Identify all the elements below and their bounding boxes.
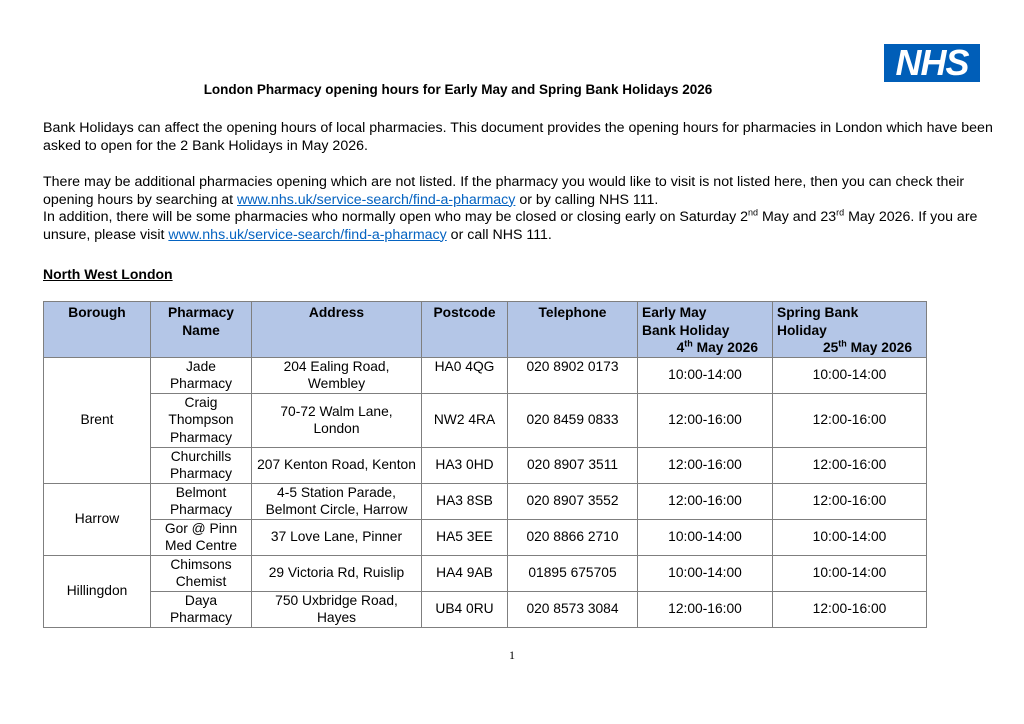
header-date-day: 25 — [822, 340, 839, 355]
table-row — [44, 447, 927, 483]
telephone-cell: 020 8459 0833 — [508, 393, 638, 447]
postcode-cell: HA4 9AB — [422, 555, 508, 591]
header-text: Spring Bank — [777, 305, 859, 320]
pharmacy-name-cell: Daya Pharmacy — [151, 591, 252, 627]
borough-cell: Brent — [44, 357, 151, 483]
pharmacy-name-cell: Churchills Pharmacy — [151, 447, 252, 483]
header-text: Holiday — [777, 322, 827, 338]
early-may-hours-cell: 12:00-16:00 — [638, 447, 773, 483]
info-text: May 2026. If you are unsure, please visit — [43, 209, 978, 243]
header-date-rest: May 2026 — [692, 340, 758, 355]
early-may-hours-cell: 12:00-16:00 — [638, 483, 773, 519]
spring-hours-cell: 10:00-14:00 — [773, 357, 927, 393]
header-address: Address — [252, 302, 422, 358]
early-may-hours-cell: 10:00-14:00 — [638, 519, 773, 555]
postcode-cell: UB4 0RU — [422, 591, 508, 627]
postcode-cell: HA5 3EE — [422, 519, 508, 555]
telephone-cell: 020 8573 3084 — [508, 591, 638, 627]
header-text: Bank Holiday — [642, 322, 730, 338]
early-may-hours-cell: 10:00-14:00 — [638, 555, 773, 591]
spring-hours-cell: 12:00-16:00 — [773, 483, 927, 519]
table-header-row — [44, 302, 927, 358]
table-row — [44, 591, 927, 627]
intro-paragraph: Bank Holidays can affect the opening hours of local pharmacies. This document provides the opening hours for pharmacies in London which have been asked to open for the 2 Bank Holidays in May 2026. — [43, 120, 993, 154]
document-title: London Pharmacy opening hours for Early May and Spring Bank Holidays 2026 — [203, 82, 713, 97]
header-date-rest: May 2026 — [846, 340, 912, 355]
pharmacy-name-cell: Gor @ Pinn Med Centre — [151, 519, 252, 555]
borough-cell: Harrow — [44, 483, 151, 555]
spring-hours-cell: 10:00-14:00 — [773, 519, 927, 555]
info-text: or by calling NHS 111. — [515, 191, 659, 208]
header-telephone: Telephone — [508, 302, 638, 358]
address-cell: 70-72 Walm Lane, London — [252, 393, 422, 447]
early-may-hours-cell: 10:00-14:00 — [638, 357, 773, 393]
info-text: or call NHS 111. — [446, 226, 552, 243]
address-cell: 37 Love Lane, Pinner — [252, 519, 422, 555]
address-cell: 750 Uxbridge Road, Hayes — [252, 591, 422, 627]
header-borough: Borough — [44, 302, 151, 358]
spring-hours-cell: 10:00-14:00 — [773, 555, 927, 591]
address-cell: 4-5 Station Parade, Belmont Circle, Harrow — [252, 483, 422, 519]
postcode-cell: HA3 8SB — [422, 483, 508, 519]
ordinal-suffix: nd — [748, 207, 759, 218]
table-row — [44, 555, 927, 591]
address-cell: 204 Ealing Road, Wembley — [252, 357, 422, 393]
header-pharmacy-name: Pharmacy Name — [151, 302, 252, 358]
pharmacy-name-cell: Chimsons Chemist — [151, 555, 252, 591]
pharmacy-table — [43, 301, 927, 628]
address-cell: 29 Victoria Rd, Ruislip — [252, 555, 422, 591]
table-row — [44, 483, 927, 519]
postcode-cell: HA0 4QG — [422, 357, 508, 393]
pharmacy-name-cell: Jade Pharmacy — [151, 357, 252, 393]
telephone-cell: 020 8907 3552 — [508, 483, 638, 519]
table-row — [44, 519, 927, 555]
spring-hours-cell: 12:00-16:00 — [773, 393, 927, 447]
nhs-logo: NHS — [884, 44, 980, 82]
section-heading: North West London — [43, 266, 173, 282]
ordinal-suffix: th — [684, 338, 693, 349]
header-postcode: Postcode — [422, 302, 508, 358]
info-text: There may be additional pharmacies opening which are not listed. If the pharmacy you would like to visit is not listed here, then you can check their opening hours by searching at — [43, 174, 965, 208]
table-row — [44, 393, 927, 447]
header-text: Early May — [642, 305, 707, 320]
table-row — [44, 357, 927, 393]
header-spring-bank — [773, 302, 927, 358]
header-date-day: 4 — [676, 340, 685, 355]
address-cell: 207 Kenton Road, Kenton — [252, 447, 422, 483]
find-pharmacy-link-2[interactable]: www.nhs.uk/service-search/find-a-pharmacy — [168, 226, 447, 243]
page-number: 1 — [509, 648, 515, 662]
telephone-cell: 020 8866 2710 — [508, 519, 638, 555]
ordinal-suffix: th — [838, 338, 847, 349]
info-text: May and 23 — [758, 209, 837, 225]
pharmacy-name-cell: Craig Thompson Pharmacy — [151, 393, 252, 447]
header-date — [777, 339, 922, 357]
early-may-hours-cell: 12:00-16:00 — [638, 591, 773, 627]
header-date — [642, 339, 768, 357]
spring-hours-cell: 12:00-16:00 — [773, 591, 927, 627]
header-early-may — [638, 302, 773, 358]
info-text: In addition, there will be some pharmacies who normally open who may be closed or closing early on Saturday 2 — [43, 209, 749, 225]
borough-cell: Hillingdon — [44, 555, 151, 627]
telephone-cell: 020 8907 3511 — [508, 447, 638, 483]
postcode-cell: NW2 4RA — [422, 393, 508, 447]
ordinal-suffix: rd — [836, 207, 845, 218]
early-may-hours-cell: 12:00-16:00 — [638, 393, 773, 447]
pharmacy-name-cell: Belmont Pharmacy — [151, 483, 252, 519]
find-pharmacy-link[interactable]: www.nhs.uk/service-search/find-a-pharmacy — [237, 191, 516, 208]
spring-hours-cell: 12:00-16:00 — [773, 447, 927, 483]
telephone-cell: 01895 675705 — [508, 555, 638, 591]
telephone-cell: 020 8902 0173 — [508, 357, 638, 393]
postcode-cell: HA3 0HD — [422, 447, 508, 483]
info-paragraph — [43, 174, 993, 244]
